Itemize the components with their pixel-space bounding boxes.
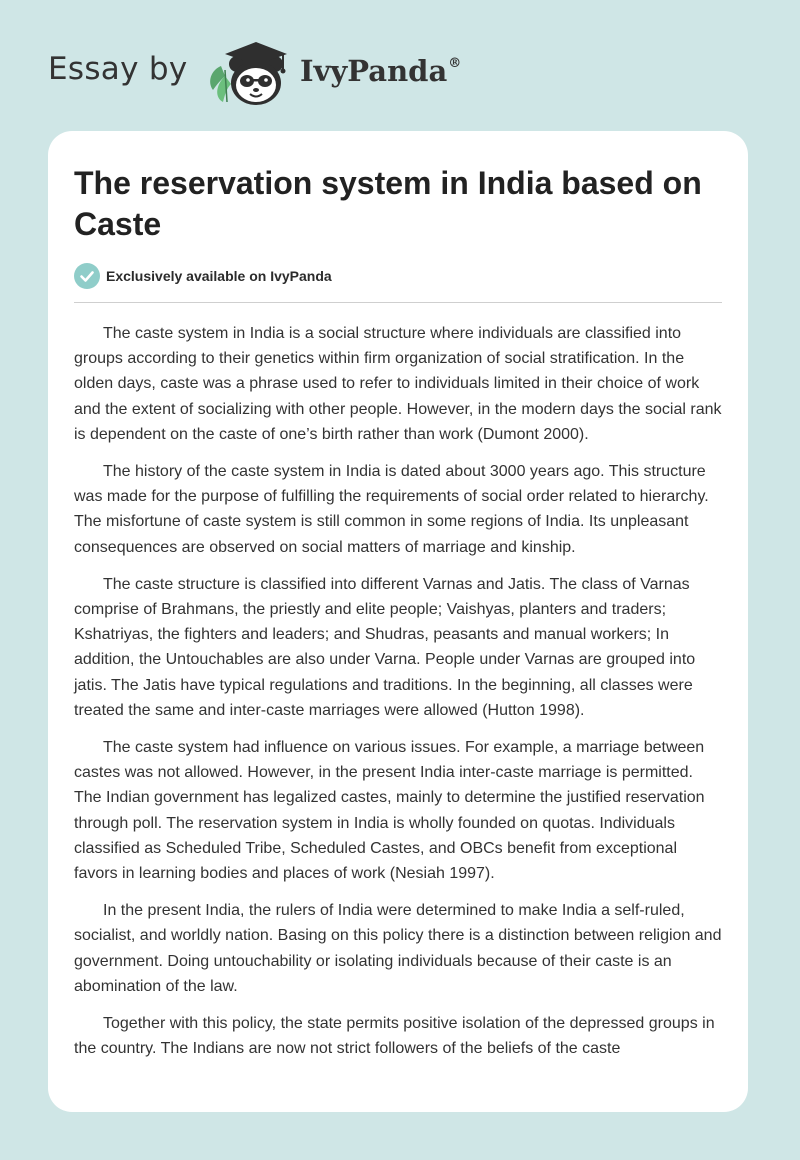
- ivypanda-logo-icon[interactable]: [203, 36, 295, 110]
- ivy-leaf-icon: [210, 66, 231, 102]
- site-header: [48, 36, 508, 110]
- divider: [74, 302, 722, 303]
- essay-card: [48, 131, 748, 1112]
- paragraph: The caste structure is classified into different Varnas and Jatis. The class of Varnas comprise of Brahmans, the priestly and elite people; Vaishyas, planters and traders; Kshatriyas, the fighters and leaders; and Shudras, peasants and manual workers; In addition, the Untouchables are also under Varna. People under Varnas are grouped into jatis. The Jatis have typical regulations and traditions. In the beginning, all classes were treated the same and inter-caste marriages were allowed (Hutton 1998).: [74, 575, 696, 719]
- paragraph: Together with this policy, the state permits positive isolation of the depressed groups in the country. The Indians are now not strict followers of the beliefs of the caste: [74, 1015, 715, 1058]
- paragraph: The caste system in India is a social structure where individuals are classified into groups according to their genetics within firm organization of social stratification. In the olden days, caste was a phrase used to refer to individuals limited in their choice of work and the extent of socializing with other people. However, in the modern days the social rank is dependent on the caste of one’s birth rather than work (Dumont 2000).: [74, 325, 722, 443]
- registered-mark: ®: [448, 56, 462, 71]
- paragraph: The history of the caste system in India is dated about 3000 years ago. This structure was made for the purpose of fulfilling the requirements of social order related to hierarchy. The misfortune of caste system is still common in some regions of India. Its unpleasant consequences are observed on social matters of marriage and kinship.: [74, 463, 709, 556]
- exclusive-badge: [74, 263, 332, 289]
- brand-name[interactable]: IvyPanda®: [300, 54, 462, 88]
- essay-body: [74, 321, 724, 1073]
- exclusive-badge-label: Exclusively available on IvyPanda: [106, 268, 332, 284]
- page-title: The reservation system in India based on Caste: [74, 165, 702, 242]
- paragraph: The caste system had influence on various issues. For example, a marriage between castes was not allowed. However, in the present India inter-caste marriage is permitted. The Indian government has legalized castes, mainly to determine the justified reservation through poll. The reservation system in India is wholly founded on quotas. Individuals classified as Scheduled Tribe, Scheduled Castes, and OBCs benefit from exceptional favors in learning bodies and places of work (Nesiah 1997).: [74, 739, 705, 883]
- check-icon: [74, 263, 100, 289]
- essay-by-label: Essay by: [48, 51, 188, 87]
- paragraph: In the present India, the rulers of India were determined to make India a self-ruled, socialist, and worldly nation. Basing on this policy there is a distinction between religion and government. Doing untouchability or isolating individuals because of their caste is an abomination of the law.: [74, 902, 722, 995]
